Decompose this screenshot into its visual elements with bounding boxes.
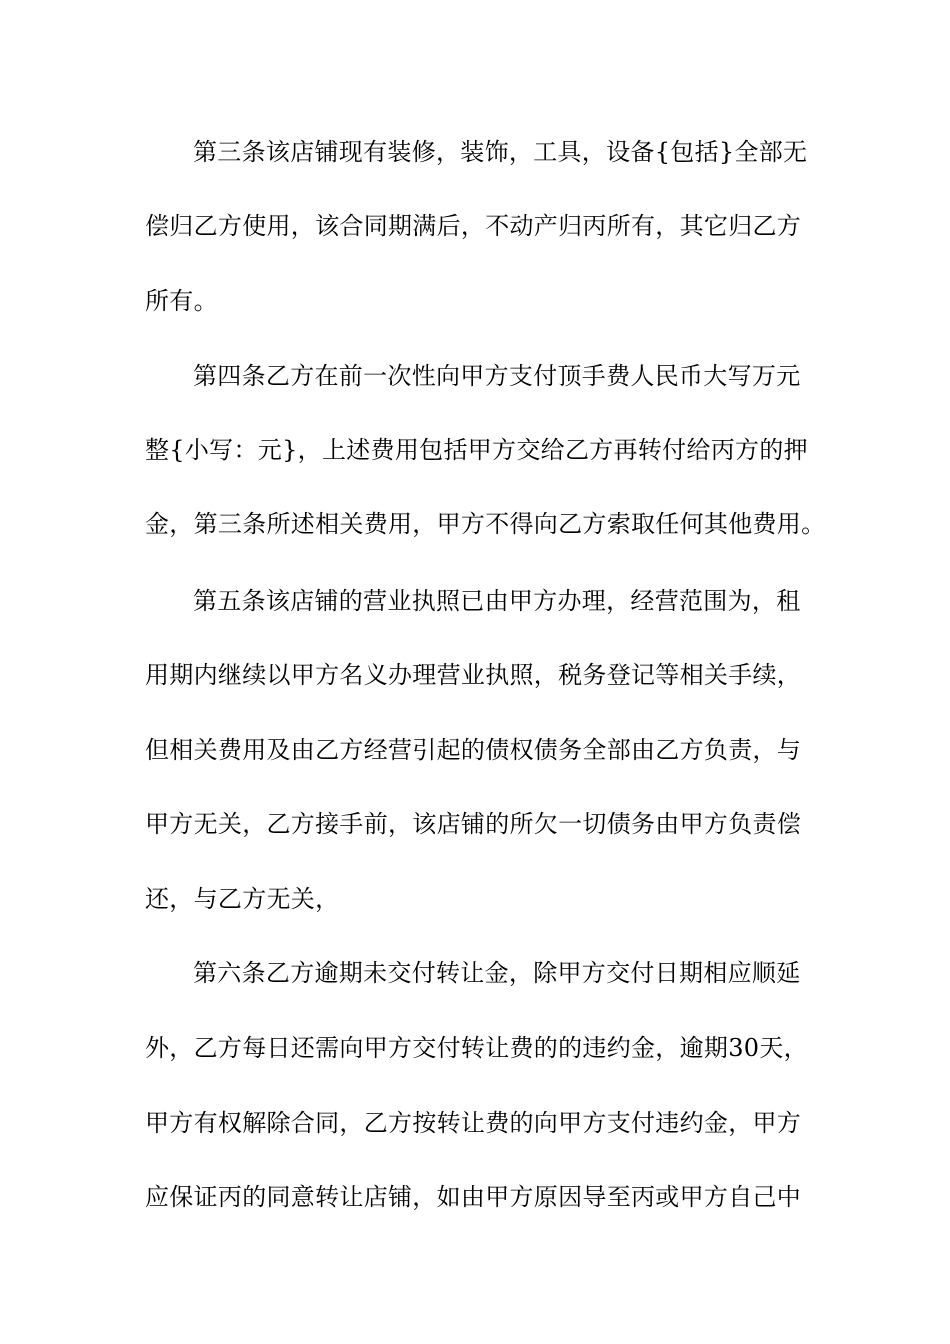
- clause-3-line-3: 所有。: [145, 287, 218, 315]
- clause-6-line-3: 甲方有权解除合同，乙方按转让费的向甲方支付违约金，甲方: [145, 1109, 802, 1137]
- clause-5-line-4: 甲方无关，乙方接手前，该店铺的所欠一切债务由甲方负责偿: [145, 810, 802, 838]
- clause-4-line-2: 整{小写：元}，上述费用包括甲方交给乙方再转付给丙方的押: [145, 436, 808, 464]
- clause-6-line-1: 第六条乙方逾期未交付转让金，除甲方交付日期相应顺延: [193, 959, 801, 987]
- clause-3-line-2: 偿归乙方使用，该合同期满后，不动产归丙所有，其它归乙方: [145, 212, 802, 240]
- clause-5-line-5: 还，与乙方无关，: [145, 885, 340, 913]
- clause-5-line-3: 但相关费用及由乙方经营引起的债权债务全部由乙方负责，与: [145, 736, 802, 764]
- clause-3-line-1: 第三条该店铺现有装修，装饰，工具，设备{包括}全部无: [193, 138, 808, 166]
- clause-6-line-4: 应保证丙的同意转让店铺，如由甲方原因导至丙或甲方自己中: [145, 1183, 802, 1211]
- clause-5-line-2: 用期内继续以甲方名义办理营业执照，税务登记等相关手续，: [145, 661, 802, 689]
- clause-4-line-3: 金，第三条所述相关费用，甲方不得向乙方索取任何其他费用。: [145, 510, 826, 538]
- clause-5-line-1: 第五条该店铺的营业执照已由甲方办理，经营范围为，租: [193, 587, 801, 615]
- clause-6-line-2: 外，乙方每日还需向甲方交付转让费的的违约金，逾期30天，: [145, 1034, 808, 1062]
- clause-4-line-1: 第四条乙方在前一次性向甲方支付顶手费人民币大写万元: [193, 362, 801, 390]
